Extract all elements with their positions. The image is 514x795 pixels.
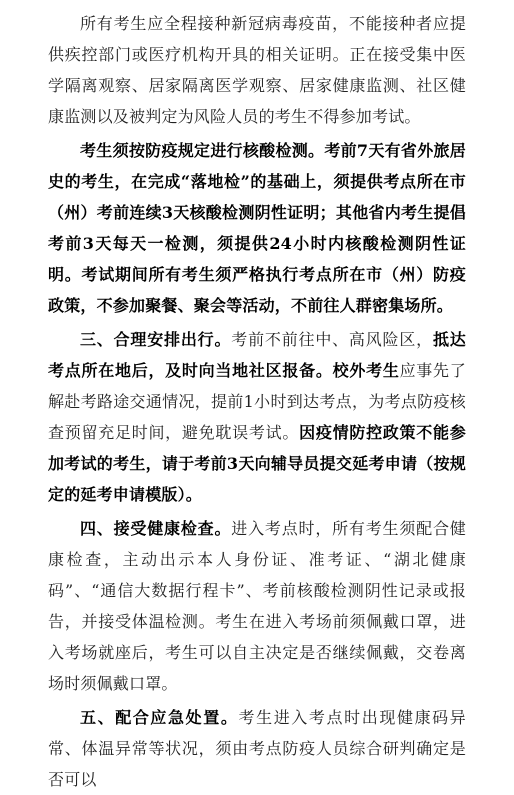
- section-heading: 三、合理安排出行。: [80, 330, 232, 349]
- paragraph-travel-arrangement: [48, 324, 466, 510]
- section-heading: 五、配合应急处置。: [80, 708, 239, 727]
- paragraph-text: 考生进入考点时出现健康码异常、体温异常等状况，须由考点防疫人员综合研判确定是否可以: [48, 708, 466, 789]
- paragraph-text: 进入考点时，所有考生须配合健康检查，主动出示本人身份证、准考证、“湖北健康码”、“通信大数据行程卡”、考前核酸检测阴性记录或报告，并接受体温检测。考生在进入考场前须佩戴口罩，进入考场就座后，考生可以自主决定是否继续佩戴，交卷离场时须佩戴口罩。: [48, 519, 466, 693]
- paragraph-text: 应事先了解赴考路途交通情况，提前1小时到达考点，为考点防疫核查预留充足时间，避免耽误考试。: [48, 361, 466, 442]
- paragraph-emergency: [48, 702, 466, 795]
- paragraph-text: 因疫情防控政策不能参加考试的考生，请于考前3天向辅导员提交延考申请（按规定的延考申请模版）。: [48, 423, 466, 504]
- paragraph-text: 所有考生应全程接种新冠病毒疫苗，不能接种者应提供疾控部门或医疗机构开具的相关证明。正在接受集中医学隔离观察、居家隔离医学观察、居家健康监测、社区健康监测以及被判定为风险人员的考生不得参加考试。: [48, 14, 466, 126]
- paragraph-text: 抵达考点所在地后，及时向当地社区报备。校外考生: [48, 330, 466, 380]
- paragraph-health-check: [48, 513, 466, 699]
- section-heading: 四、接受健康检查。: [80, 519, 232, 538]
- paragraph-text: 考生须按防疫规定进行核酸检测。考前7天有省外旅居史的考生，在完成“落地检”的基础上，须提供考点所在市（州）考前连续3天核酸检测阴性证明；其他省内考生提倡考前3天每天一检测，须提供24小时内核酸检测阴性证明。考试期间所有考生须严格执行考点所在市（州）防疫政策，不参加聚餐、聚会等活动，不前往人群密集场所。: [48, 141, 466, 315]
- paragraph-vaccination: [48, 8, 466, 132]
- paragraph-nucleic-test: [48, 135, 466, 321]
- paragraph-text: 考前不前往中、高风险区，: [231, 330, 433, 349]
